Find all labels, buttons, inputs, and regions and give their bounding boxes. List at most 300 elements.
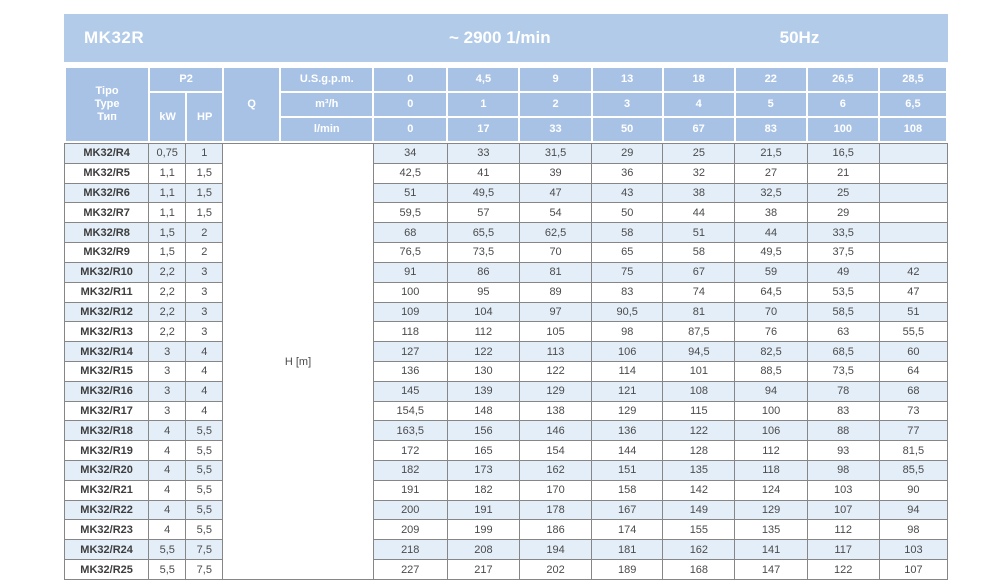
head-value-5: 32,5	[735, 183, 807, 203]
head-value-3: 174	[592, 520, 663, 540]
head-value-6: 112	[807, 520, 879, 540]
head-value-0: 109	[373, 302, 447, 322]
head-value-1: 122	[447, 342, 519, 362]
head-value-2: 62,5	[519, 223, 591, 243]
flow-value-m3h-4: 4	[663, 92, 735, 117]
kw-value: 4	[149, 461, 186, 481]
head-value-1: 165	[447, 441, 519, 461]
head-value-2: 154	[519, 441, 591, 461]
pump-row	[65, 302, 948, 322]
head-value-4: 51	[663, 223, 735, 243]
head-value-6: 98	[807, 461, 879, 481]
pump-row	[65, 500, 948, 520]
head-value-6: 58,5	[807, 302, 879, 322]
head-value-7: 90	[879, 480, 947, 500]
flow-value-m3h-5: 5	[735, 92, 807, 117]
kw-value: 2,2	[149, 282, 186, 302]
hp-value: 1	[186, 144, 223, 164]
kw-value: 0,75	[149, 144, 186, 164]
pump-row	[65, 282, 948, 302]
head-value-6: 29	[807, 203, 879, 223]
head-value-5: 124	[735, 480, 807, 500]
series-name: MK32R	[84, 28, 145, 47]
head-value-6: 68,5	[807, 342, 879, 362]
head-unit-label: H [m]	[223, 144, 373, 580]
hp-value: 2	[186, 243, 223, 263]
head-value-6: 83	[807, 401, 879, 421]
head-value-4: 74	[663, 282, 735, 302]
head-value-3: 158	[592, 480, 663, 500]
kw-value: 2,2	[149, 322, 186, 342]
head-value-6: 103	[807, 480, 879, 500]
hp-value: 5,5	[186, 441, 223, 461]
kw-value: 1,1	[149, 163, 186, 183]
head-value-1: 182	[447, 480, 519, 500]
head-value-7: 85,5	[879, 461, 947, 481]
flow-value-lmin-7: 108	[879, 117, 947, 142]
head-value-5: 38	[735, 203, 807, 223]
pump-model: MK32/R16	[65, 381, 149, 401]
head-value-4: 44	[663, 203, 735, 223]
head-value-2: 54	[519, 203, 591, 223]
head-value-1: 73,5	[447, 243, 519, 263]
pump-row	[65, 243, 948, 263]
pump-row	[65, 144, 948, 164]
head-value-0: 42,5	[373, 163, 447, 183]
pump-model: MK32/R10	[65, 262, 149, 282]
pump-row	[65, 401, 948, 421]
head-value-0: 209	[373, 520, 447, 540]
pump-model: MK32/R15	[65, 361, 149, 381]
head-value-5: 147	[735, 560, 807, 580]
head-value-3: 83	[592, 282, 663, 302]
kw-value: 2,2	[149, 302, 186, 322]
head-value-2: 89	[519, 282, 591, 302]
head-value-3: 129	[592, 401, 663, 421]
head-value-7: 77	[879, 421, 947, 441]
flow-value-lmin-4: 67	[663, 117, 735, 142]
head-value-0: 172	[373, 441, 447, 461]
pump-model: MK32/R25	[65, 560, 149, 580]
head-value-5: 112	[735, 441, 807, 461]
head-value-3: 75	[592, 262, 663, 282]
head-value-2: 105	[519, 322, 591, 342]
head-value-7: 42	[879, 262, 947, 282]
head-value-2: 146	[519, 421, 591, 441]
head-value-5: 21,5	[735, 144, 807, 164]
head-value-1: 112	[447, 322, 519, 342]
head-value-0: 91	[373, 262, 447, 282]
type-column-header	[65, 67, 149, 142]
pump-model: MK32/R18	[65, 421, 149, 441]
head-value-1: 65,5	[447, 223, 519, 243]
flow-value-usgpm-7: 28,5	[879, 67, 947, 92]
head-value-2: 178	[519, 500, 591, 520]
kw-value: 1,1	[149, 203, 186, 223]
head-value-7: 68	[879, 381, 947, 401]
pump-model: MK32/R13	[65, 322, 149, 342]
kw-value: 2,2	[149, 262, 186, 282]
hp-value: 4	[186, 342, 223, 362]
head-value-2: 31,5	[519, 144, 591, 164]
head-value-1: 191	[447, 500, 519, 520]
kw-value: 3	[149, 342, 186, 362]
head-value-5: 141	[735, 540, 807, 560]
head-value-0: 51	[373, 183, 447, 203]
head-value-0: 59,5	[373, 203, 447, 223]
head-value-5: 59	[735, 262, 807, 282]
head-value-6: 25	[807, 183, 879, 203]
head-value-3: 90,5	[592, 302, 663, 322]
pump-model: MK32/R11	[65, 282, 149, 302]
head-value-5: 94	[735, 381, 807, 401]
head-value-1: 208	[447, 540, 519, 560]
hp-value: 1,5	[186, 183, 223, 203]
head-value-5: 129	[735, 500, 807, 520]
head-value-0: 145	[373, 381, 447, 401]
hp-value: 3	[186, 282, 223, 302]
head-value-6: 21	[807, 163, 879, 183]
head-value-6: 88	[807, 421, 879, 441]
head-value-3: 36	[592, 163, 663, 183]
head-value-3: 65	[592, 243, 663, 263]
head-value-5: 64,5	[735, 282, 807, 302]
head-value-2: 186	[519, 520, 591, 540]
pump-row	[65, 361, 948, 381]
pump-model: MK32/R14	[65, 342, 149, 362]
head-value-0: 182	[373, 461, 447, 481]
hp-value: 4	[186, 361, 223, 381]
pump-model: MK32/R24	[65, 540, 149, 560]
hp-value: 3	[186, 322, 223, 342]
pump-row	[65, 421, 948, 441]
head-value-0: 163,5	[373, 421, 447, 441]
head-value-0: 76,5	[373, 243, 447, 263]
head-value-0: 136	[373, 361, 447, 381]
head-value-4: 122	[663, 421, 735, 441]
hp-value: 2	[186, 223, 223, 243]
head-value-1: 49,5	[447, 183, 519, 203]
head-value-7: 81,5	[879, 441, 947, 461]
head-value-2: 39	[519, 163, 591, 183]
head-value-3: 58	[592, 223, 663, 243]
head-value-4: 25	[663, 144, 735, 164]
head-value-7: 60	[879, 342, 947, 362]
head-value-0: 200	[373, 500, 447, 520]
pump-model: MK32/R12	[65, 302, 149, 322]
rotation-speed: ~ 2900 1/min	[449, 28, 551, 47]
head-value-4: 168	[663, 560, 735, 580]
catalog-page	[64, 14, 948, 580]
head-value-4: 94,5	[663, 342, 735, 362]
pump-row	[65, 183, 948, 203]
head-value-5: 118	[735, 461, 807, 481]
head-value-2: 202	[519, 560, 591, 580]
hp-value: 1,5	[186, 163, 223, 183]
head-value-3: 181	[592, 540, 663, 560]
head-value-7: 51	[879, 302, 947, 322]
head-value-4: 162	[663, 540, 735, 560]
head-value-7	[879, 144, 947, 164]
head-value-4: 128	[663, 441, 735, 461]
head-value-7	[879, 243, 947, 263]
pump-model: MK32/R17	[65, 401, 149, 421]
head-value-6: 33,5	[807, 223, 879, 243]
head-value-0: 191	[373, 480, 447, 500]
head-value-4: 149	[663, 500, 735, 520]
pump-model: MK32/R23	[65, 520, 149, 540]
flow-value-usgpm-1: 4,5	[447, 67, 519, 92]
pump-model: MK32/R20	[65, 461, 149, 481]
head-value-4: 101	[663, 361, 735, 381]
head-value-5: 82,5	[735, 342, 807, 362]
head-value-0: 100	[373, 282, 447, 302]
head-value-5: 100	[735, 401, 807, 421]
type-label-it: Tipo	[95, 85, 119, 97]
type-label-ru: Тип	[97, 111, 117, 123]
head-value-5: 135	[735, 520, 807, 540]
head-value-6: 73,5	[807, 361, 879, 381]
head-value-2: 129	[519, 381, 591, 401]
head-value-2: 138	[519, 401, 591, 421]
hp-value: 5,5	[186, 461, 223, 481]
head-value-3: 167	[592, 500, 663, 520]
flow-value-lmin-5: 83	[735, 117, 807, 142]
pump-model: MK32/R9	[65, 243, 149, 263]
head-value-7	[879, 163, 947, 183]
head-value-7: 107	[879, 560, 947, 580]
head-value-7: 55,5	[879, 322, 947, 342]
hp-header: HP	[186, 92, 223, 142]
head-value-6: 93	[807, 441, 879, 461]
kw-value: 1,1	[149, 183, 186, 203]
performance-table	[64, 143, 948, 580]
kw-value: 1,5	[149, 243, 186, 263]
head-value-4: 135	[663, 461, 735, 481]
pump-model: MK32/R7	[65, 203, 149, 223]
flow-value-lmin-2: 33	[519, 117, 591, 142]
head-value-5: 44	[735, 223, 807, 243]
head-value-3: 189	[592, 560, 663, 580]
head-value-0: 68	[373, 223, 447, 243]
flow-value-m3h-0: 0	[373, 92, 447, 117]
pump-row	[65, 163, 948, 183]
hp-value: 7,5	[186, 540, 223, 560]
head-value-7: 103	[879, 540, 947, 560]
head-value-4: 108	[663, 381, 735, 401]
kw-value: 1,5	[149, 223, 186, 243]
pump-row	[65, 381, 948, 401]
head-value-1: 57	[447, 203, 519, 223]
head-value-1: 95	[447, 282, 519, 302]
head-value-2: 122	[519, 361, 591, 381]
head-value-6: 37,5	[807, 243, 879, 263]
head-value-6: 117	[807, 540, 879, 560]
head-value-7: 64	[879, 361, 947, 381]
head-value-3: 50	[592, 203, 663, 223]
head-value-5: 27	[735, 163, 807, 183]
flow-value-lmin-3: 50	[592, 117, 663, 142]
unit-label-m3h: m³/h	[280, 92, 373, 117]
head-value-3: 106	[592, 342, 663, 362]
flow-value-m3h-1: 1	[447, 92, 519, 117]
flow-value-usgpm-5: 22	[735, 67, 807, 92]
head-value-2: 70	[519, 243, 591, 263]
pump-row	[65, 520, 948, 540]
flow-value-m3h-7: 6,5	[879, 92, 947, 117]
pump-row	[65, 441, 948, 461]
head-value-4: 87,5	[663, 322, 735, 342]
head-value-1: 139	[447, 381, 519, 401]
head-value-5: 88,5	[735, 361, 807, 381]
pump-row	[65, 342, 948, 362]
pump-row	[65, 203, 948, 223]
hp-value: 3	[186, 262, 223, 282]
head-value-5: 106	[735, 421, 807, 441]
head-value-5: 70	[735, 302, 807, 322]
hp-value: 4	[186, 401, 223, 421]
head-value-6: 49	[807, 262, 879, 282]
head-value-3: 29	[592, 144, 663, 164]
head-value-3: 114	[592, 361, 663, 381]
head-value-3: 121	[592, 381, 663, 401]
flow-value-lmin-0: 0	[373, 117, 447, 142]
head-value-7: 98	[879, 520, 947, 540]
head-value-1: 33	[447, 144, 519, 164]
table-title-bar	[64, 14, 948, 62]
head-value-2: 113	[519, 342, 591, 362]
pump-row	[65, 560, 948, 580]
head-value-0: 154,5	[373, 401, 447, 421]
head-value-2: 162	[519, 461, 591, 481]
head-value-3: 136	[592, 421, 663, 441]
head-value-7: 47	[879, 282, 947, 302]
flow-value-usgpm-4: 18	[663, 67, 735, 92]
pump-row	[65, 262, 948, 282]
pump-row	[65, 223, 948, 243]
hp-value: 5,5	[186, 500, 223, 520]
head-value-0: 227	[373, 560, 447, 580]
flow-value-m3h-6: 6	[807, 92, 879, 117]
kw-value: 4	[149, 500, 186, 520]
flow-value-usgpm-6: 26,5	[807, 67, 879, 92]
kw-value: 3	[149, 381, 186, 401]
pump-model: MK32/R4	[65, 144, 149, 164]
header-row-m3h	[65, 92, 947, 117]
hp-value: 5,5	[186, 480, 223, 500]
head-value-0: 127	[373, 342, 447, 362]
pump-row	[65, 322, 948, 342]
flow-value-m3h-2: 2	[519, 92, 591, 117]
hp-value: 1,5	[186, 203, 223, 223]
hp-value: 4	[186, 381, 223, 401]
head-value-7	[879, 223, 947, 243]
head-value-7: 94	[879, 500, 947, 520]
type-label-en: Type	[94, 98, 120, 110]
flow-value-m3h-3: 3	[592, 92, 663, 117]
kw-value: 4	[149, 520, 186, 540]
kw-value: 4	[149, 480, 186, 500]
flow-value-usgpm-0: 0	[373, 67, 447, 92]
head-value-1: 199	[447, 520, 519, 540]
head-value-6: 53,5	[807, 282, 879, 302]
kw-value: 5,5	[149, 540, 186, 560]
head-value-1: 217	[447, 560, 519, 580]
head-value-1: 104	[447, 302, 519, 322]
hp-value: 5,5	[186, 421, 223, 441]
kw-value: 5,5	[149, 560, 186, 580]
unit-label-usgpm: U.S.g.p.m.	[280, 67, 373, 92]
head-value-3: 151	[592, 461, 663, 481]
flow-value-lmin-1: 17	[447, 117, 519, 142]
q-header: Q	[223, 67, 280, 142]
pump-model: MK32/R5	[65, 163, 149, 183]
kw-value: 4	[149, 421, 186, 441]
head-value-5: 76	[735, 322, 807, 342]
flow-value-lmin-6: 100	[807, 117, 879, 142]
head-value-4: 155	[663, 520, 735, 540]
head-value-6: 122	[807, 560, 879, 580]
head-value-2: 97	[519, 302, 591, 322]
unit-label-lmin: l/min	[280, 117, 373, 142]
pump-row	[65, 480, 948, 500]
head-value-6: 63	[807, 322, 879, 342]
head-value-2: 170	[519, 480, 591, 500]
head-value-1: 41	[447, 163, 519, 183]
head-value-3: 144	[592, 441, 663, 461]
pump-model: MK32/R21	[65, 480, 149, 500]
units-header-table	[64, 66, 948, 143]
pump-model: MK32/R6	[65, 183, 149, 203]
pump-model: MK32/R8	[65, 223, 149, 243]
head-value-1: 156	[447, 421, 519, 441]
head-value-6: 107	[807, 500, 879, 520]
hp-value: 3	[186, 302, 223, 322]
head-value-4: 142	[663, 480, 735, 500]
head-value-4: 38	[663, 183, 735, 203]
head-value-4: 32	[663, 163, 735, 183]
head-value-5: 49,5	[735, 243, 807, 263]
head-value-4: 58	[663, 243, 735, 263]
hp-value: 7,5	[186, 560, 223, 580]
flow-value-usgpm-3: 13	[592, 67, 663, 92]
head-value-4: 81	[663, 302, 735, 322]
pump-row	[65, 540, 948, 560]
kw-value: 3	[149, 361, 186, 381]
pump-model: MK32/R19	[65, 441, 149, 461]
head-value-1: 130	[447, 361, 519, 381]
head-value-7: 73	[879, 401, 947, 421]
head-value-2: 81	[519, 262, 591, 282]
header-row-usgpm	[65, 67, 947, 92]
head-value-0: 218	[373, 540, 447, 560]
head-value-6: 78	[807, 381, 879, 401]
head-value-1: 148	[447, 401, 519, 421]
head-value-0: 34	[373, 144, 447, 164]
flow-value-usgpm-2: 9	[519, 67, 591, 92]
kw-value: 4	[149, 441, 186, 461]
head-value-2: 47	[519, 183, 591, 203]
head-value-2: 194	[519, 540, 591, 560]
head-value-0: 118	[373, 322, 447, 342]
head-value-4: 115	[663, 401, 735, 421]
head-value-4: 67	[663, 262, 735, 282]
head-value-7	[879, 203, 947, 223]
pump-row	[65, 461, 948, 481]
head-value-1: 86	[447, 262, 519, 282]
head-value-3: 43	[592, 183, 663, 203]
kw-header: kW	[149, 92, 186, 142]
